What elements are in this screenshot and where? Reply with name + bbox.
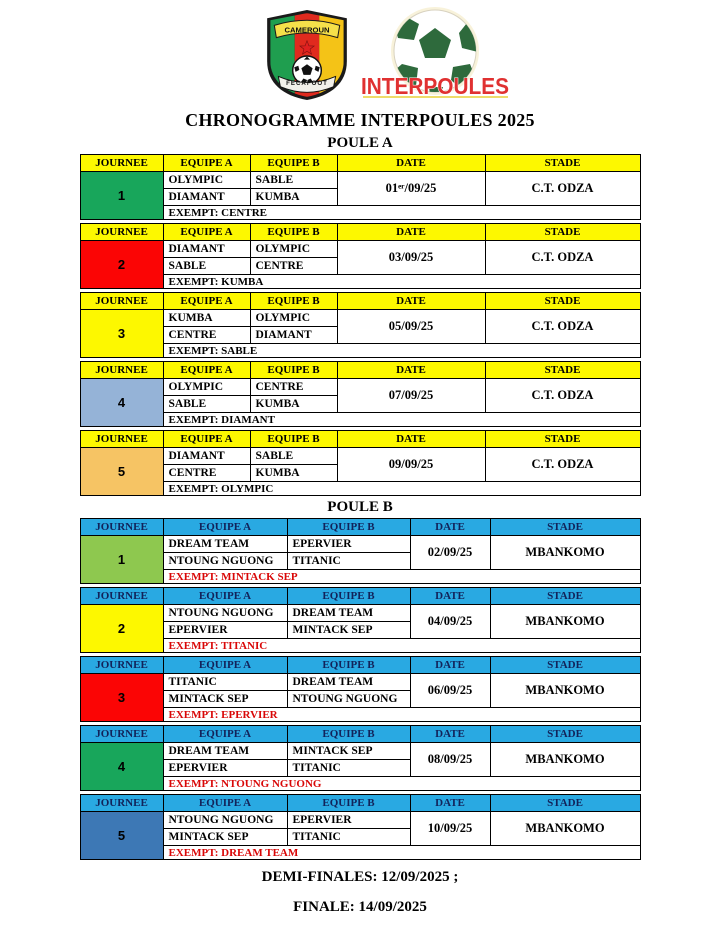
round-block — [80, 292, 641, 358]
column-header: STADE — [485, 431, 640, 448]
stadium: MBANKOMO — [490, 674, 640, 708]
team-b: DIAMANT — [250, 327, 337, 344]
team-b: EPERVIER — [287, 536, 410, 553]
team-b: TITANIC — [287, 553, 410, 570]
round-block — [80, 518, 641, 584]
team-b: DREAM TEAM — [287, 605, 410, 622]
team-b: MINTACK SEP — [287, 622, 410, 639]
exempt-note: EXEMPT: DREAM TEAM — [163, 846, 640, 860]
round-block — [80, 154, 641, 220]
column-header: EQUIPE B — [250, 155, 337, 172]
team-a: OLYMPIC — [163, 379, 250, 396]
team-a: OLYMPIC — [163, 172, 250, 189]
column-header: STADE — [485, 224, 640, 241]
exempt-note: EXEMPT: TITANIC — [163, 639, 640, 653]
round-block — [80, 361, 641, 427]
column-header: EQUIPE B — [287, 588, 410, 605]
match-date: 08/09/25 — [410, 743, 490, 777]
column-header: STADE — [490, 795, 640, 812]
match-date: 07/09/25 — [337, 379, 485, 413]
team-a: EPERVIER — [163, 760, 287, 777]
column-header: EQUIPE A — [163, 224, 250, 241]
team-b: NTOUNG NGUONG — [287, 691, 410, 708]
stadium: C.T. ODZA — [485, 310, 640, 344]
stadium: C.T. ODZA — [485, 448, 640, 482]
team-b: MINTACK SEP — [287, 743, 410, 760]
interpoules-wordmark: INTERPOULES — [361, 73, 509, 99]
column-header: JOURNEE — [80, 224, 163, 241]
column-header: DATE — [410, 588, 490, 605]
round-block — [80, 725, 641, 791]
match-date: 10/09/25 — [410, 812, 490, 846]
stadium: MBANKOMO — [490, 812, 640, 846]
team-b: KUMBA — [250, 189, 337, 206]
column-header: STADE — [490, 726, 640, 743]
team-b: KUMBA — [250, 465, 337, 482]
column-header: EQUIPE A — [163, 726, 287, 743]
journee-number: 5 — [80, 448, 163, 496]
column-header: DATE — [337, 224, 485, 241]
journee-number: 5 — [80, 812, 163, 860]
match-date: 06/09/25 — [410, 674, 490, 708]
column-header: EQUIPE A — [163, 657, 287, 674]
column-header: EQUIPE A — [163, 362, 250, 379]
exempt-note: EXEMPT: OLYMPIC — [163, 482, 640, 496]
stadium: C.T. ODZA — [485, 241, 640, 275]
column-header: STADE — [485, 155, 640, 172]
column-header: STADE — [490, 519, 640, 536]
journee-number: 1 — [80, 536, 163, 584]
exempt-note: EXEMPT: MINTACK SEP — [163, 570, 640, 584]
column-header: JOURNEE — [80, 431, 163, 448]
column-header: EQUIPE A — [163, 293, 250, 310]
pool-title: POULE A — [327, 135, 393, 151]
column-header: JOURNEE — [80, 293, 163, 310]
column-header: JOURNEE — [80, 795, 163, 812]
journee-number: 4 — [80, 743, 163, 791]
match-date: 01ᵉʳ/09/25 — [337, 172, 485, 206]
column-header: JOURNEE — [80, 726, 163, 743]
exempt-note: EXEMPT: KUMBA — [163, 275, 640, 289]
pool-section — [0, 135, 720, 496]
column-header: JOURNEE — [80, 362, 163, 379]
exempt-note: EXEMPT: SABLE — [163, 344, 640, 358]
semifinals-line: DEMI-FINALES: 12/09/2025 ; — [261, 869, 459, 885]
journee-number: 2 — [80, 605, 163, 653]
team-b: KUMBA — [250, 396, 337, 413]
column-header: DATE — [337, 293, 485, 310]
team-b: CENTRE — [250, 379, 337, 396]
team-b: CENTRE — [250, 258, 337, 275]
team-a: CENTRE — [163, 465, 250, 482]
column-header: EQUIPE B — [250, 362, 337, 379]
column-header: EQUIPE A — [163, 519, 287, 536]
round-block — [80, 430, 641, 496]
team-b: TITANIC — [287, 760, 410, 777]
column-header: DATE — [337, 431, 485, 448]
stadium: C.T. ODZA — [485, 379, 640, 413]
column-header: JOURNEE — [80, 657, 163, 674]
header-logos — [26, 8, 720, 102]
team-b: OLYMPIC — [250, 241, 337, 258]
crest-fecafoot-label: FECAFOOT — [286, 80, 328, 88]
pools-container — [0, 135, 720, 860]
column-header: EQUIPE A — [163, 588, 287, 605]
team-b: EPERVIER — [287, 812, 410, 829]
column-header: EQUIPE B — [287, 795, 410, 812]
column-header: EQUIPE A — [163, 431, 250, 448]
stadium: MBANKOMO — [490, 605, 640, 639]
team-a: EPERVIER — [163, 622, 287, 639]
journee-number: 1 — [80, 172, 163, 220]
column-header: EQUIPE B — [287, 657, 410, 674]
column-header: STADE — [490, 588, 640, 605]
column-header: DATE — [337, 362, 485, 379]
column-header: DATE — [337, 155, 485, 172]
exempt-note: EXEMPT: NTOUNG NGUONG — [163, 777, 640, 791]
round-block — [80, 656, 641, 722]
team-b: OLYMPIC — [250, 310, 337, 327]
team-a: DREAM TEAM — [163, 536, 287, 553]
page-title: CHRONOGRAMME INTERPOULES 2025 — [185, 110, 535, 130]
match-date: 05/09/25 — [337, 310, 485, 344]
team-a: DIAMANT — [163, 189, 250, 206]
column-header: STADE — [485, 293, 640, 310]
stadium: MBANKOMO — [490, 743, 640, 777]
team-a: DREAM TEAM — [163, 743, 287, 760]
team-b: SABLE — [250, 172, 337, 189]
team-b: TITANIC — [287, 829, 410, 846]
interpoules-logo — [359, 7, 511, 103]
match-date: 03/09/25 — [337, 241, 485, 275]
match-date: 04/09/25 — [410, 605, 490, 639]
team-b: SABLE — [250, 448, 337, 465]
exempt-note: EXEMPT: EPERVIER — [163, 708, 640, 722]
journee-number: 3 — [80, 674, 163, 722]
team-a: NTOUNG NGUONG — [163, 812, 287, 829]
team-a: DIAMANT — [163, 241, 250, 258]
round-block — [80, 794, 641, 860]
final-line: FINALE: 14/09/2025 — [293, 899, 427, 915]
column-header: EQUIPE A — [163, 155, 250, 172]
match-date: 02/09/25 — [410, 536, 490, 570]
team-a: NTOUNG NGUONG — [163, 605, 287, 622]
round-block — [80, 223, 641, 289]
column-header: EQUIPE B — [250, 431, 337, 448]
column-header: STADE — [485, 362, 640, 379]
team-a: MINTACK SEP — [163, 691, 287, 708]
column-header: DATE — [410, 519, 490, 536]
pool-section — [0, 499, 720, 860]
stadium: MBANKOMO — [490, 536, 640, 570]
column-header: EQUIPE A — [163, 795, 287, 812]
team-a: SABLE — [163, 258, 250, 275]
journee-number: 4 — [80, 379, 163, 427]
exempt-note: EXEMPT: CENTRE — [163, 206, 640, 220]
crest-country-label: CAMEROUN — [284, 25, 330, 35]
column-header: EQUIPE B — [287, 519, 410, 536]
column-header: JOURNEE — [80, 588, 163, 605]
column-header: EQUIPE B — [287, 726, 410, 743]
match-date: 09/09/25 — [337, 448, 485, 482]
exempt-note: EXEMPT: DIAMANT — [163, 413, 640, 427]
stadium: C.T. ODZA — [485, 172, 640, 206]
team-a: DIAMANT — [163, 448, 250, 465]
team-b: DREAM TEAM — [287, 674, 410, 691]
column-header: STADE — [490, 657, 640, 674]
column-header: EQUIPE B — [250, 224, 337, 241]
column-header: EQUIPE B — [250, 293, 337, 310]
team-a: SABLE — [163, 396, 250, 413]
team-a: MINTACK SEP — [163, 829, 287, 846]
journee-number: 3 — [80, 310, 163, 358]
column-header: JOURNEE — [80, 519, 163, 536]
journee-number: 2 — [80, 241, 163, 289]
column-header: DATE — [410, 726, 490, 743]
pool-title: POULE B — [327, 499, 393, 515]
team-a: CENTRE — [163, 327, 250, 344]
column-header: DATE — [410, 657, 490, 674]
team-a: TITANIC — [163, 674, 287, 691]
team-a: NTOUNG NGUONG — [163, 553, 287, 570]
column-header: JOURNEE — [80, 155, 163, 172]
column-header: DATE — [410, 795, 490, 812]
team-a: KUMBA — [163, 310, 250, 327]
footer — [0, 869, 720, 916]
round-block — [80, 587, 641, 653]
fecafoot-crest-icon — [261, 8, 353, 102]
